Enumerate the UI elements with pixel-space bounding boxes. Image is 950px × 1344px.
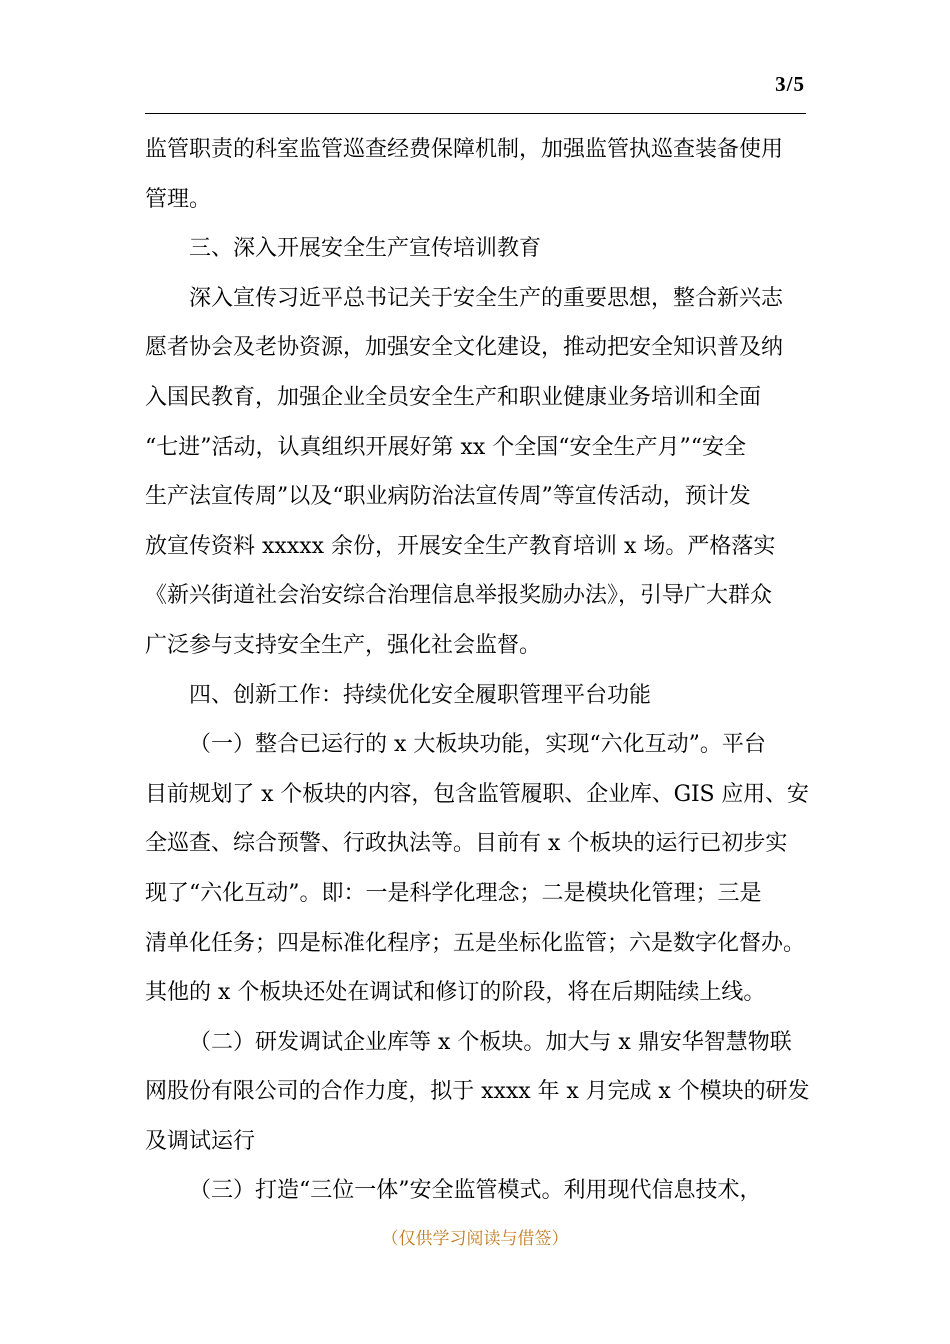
header-divider bbox=[145, 113, 806, 114]
text-line: 愿者协会及老协资源，加强安全文化建设，推动把安全知识普及纳 bbox=[145, 335, 784, 361]
text-line: （一）整合已运行的 x 大板块功能，实现“六化互动”。平台 bbox=[189, 732, 766, 758]
text-line: 《新兴街道社会治安综合治理信息举报奖励办法》，引导广大群众 bbox=[145, 583, 773, 609]
text-line: 全巡查、综合预警、行政执法等。目前有 x 个板块的运行已初步实 bbox=[145, 831, 788, 857]
text-line: 生产法宣传周”以及“职业病防治法宣传周”等宣传活动，预计发 bbox=[145, 484, 751, 510]
page-number: 3/5 bbox=[775, 72, 805, 96]
text-line: 现了“六化互动”。即：一是科学化理念；二是模块化管理；三是 bbox=[145, 880, 762, 906]
text-line: （三）打造“三位一体”安全监管模式。利用现代信息技术， bbox=[189, 1178, 762, 1204]
text-line: 广泛参与支持安全生产，强化社会监督。 bbox=[145, 632, 542, 658]
text-line: 及调试运行 bbox=[145, 1128, 256, 1154]
text-line: 深入宣传习近平总书记关于安全生产的重要思想，整合新兴志 bbox=[189, 285, 784, 311]
text-line: 三、深入开展安全生产宣传培训教育 bbox=[189, 236, 542, 262]
text-line: 其他的 x 个板块还处在调试和修订的阶段，将在后期陆续上线。 bbox=[145, 980, 766, 1006]
text-line: 管理。 bbox=[145, 186, 212, 212]
text-line: 四、创新工作：持续优化安全履职管理平台功能 bbox=[189, 682, 652, 708]
text-line: 入国民教育，加强企业全员安全生产和职业健康业务培训和全面 bbox=[145, 384, 762, 410]
text-line: 目前规划了 x 个板块的内容，包含监管履职、企业库、GIS 应用、安 bbox=[145, 781, 809, 807]
text-line: 监管职责的科室监管巡查经费保障机制，加强监管执巡查装备使用 bbox=[145, 137, 784, 162]
footer-note: （仅供学习阅读与借签） bbox=[381, 1229, 569, 1249]
text-line: “七进”活动，认真组织开展好第 xx 个全国“安全生产月”“安全 bbox=[145, 434, 747, 460]
text-line: 网股份有限公司的合作力度，拟于 xxxx 年 x 月完成 x 个模块的研发 bbox=[145, 1079, 810, 1105]
text-line: （二）研发调试企业库等 x 个板块。加大与 x 鼎安华智慧物联 bbox=[189, 1029, 792, 1055]
document-body bbox=[145, 125, 809, 1216]
text-line: 放宣传资料 xxxxx 余份，开展安全生产教育培训 x 场。严格落实 bbox=[145, 533, 776, 559]
text-line: 清单化任务；四是标准化程序；五是坐标化监管；六是数字化督办。 bbox=[145, 930, 806, 956]
